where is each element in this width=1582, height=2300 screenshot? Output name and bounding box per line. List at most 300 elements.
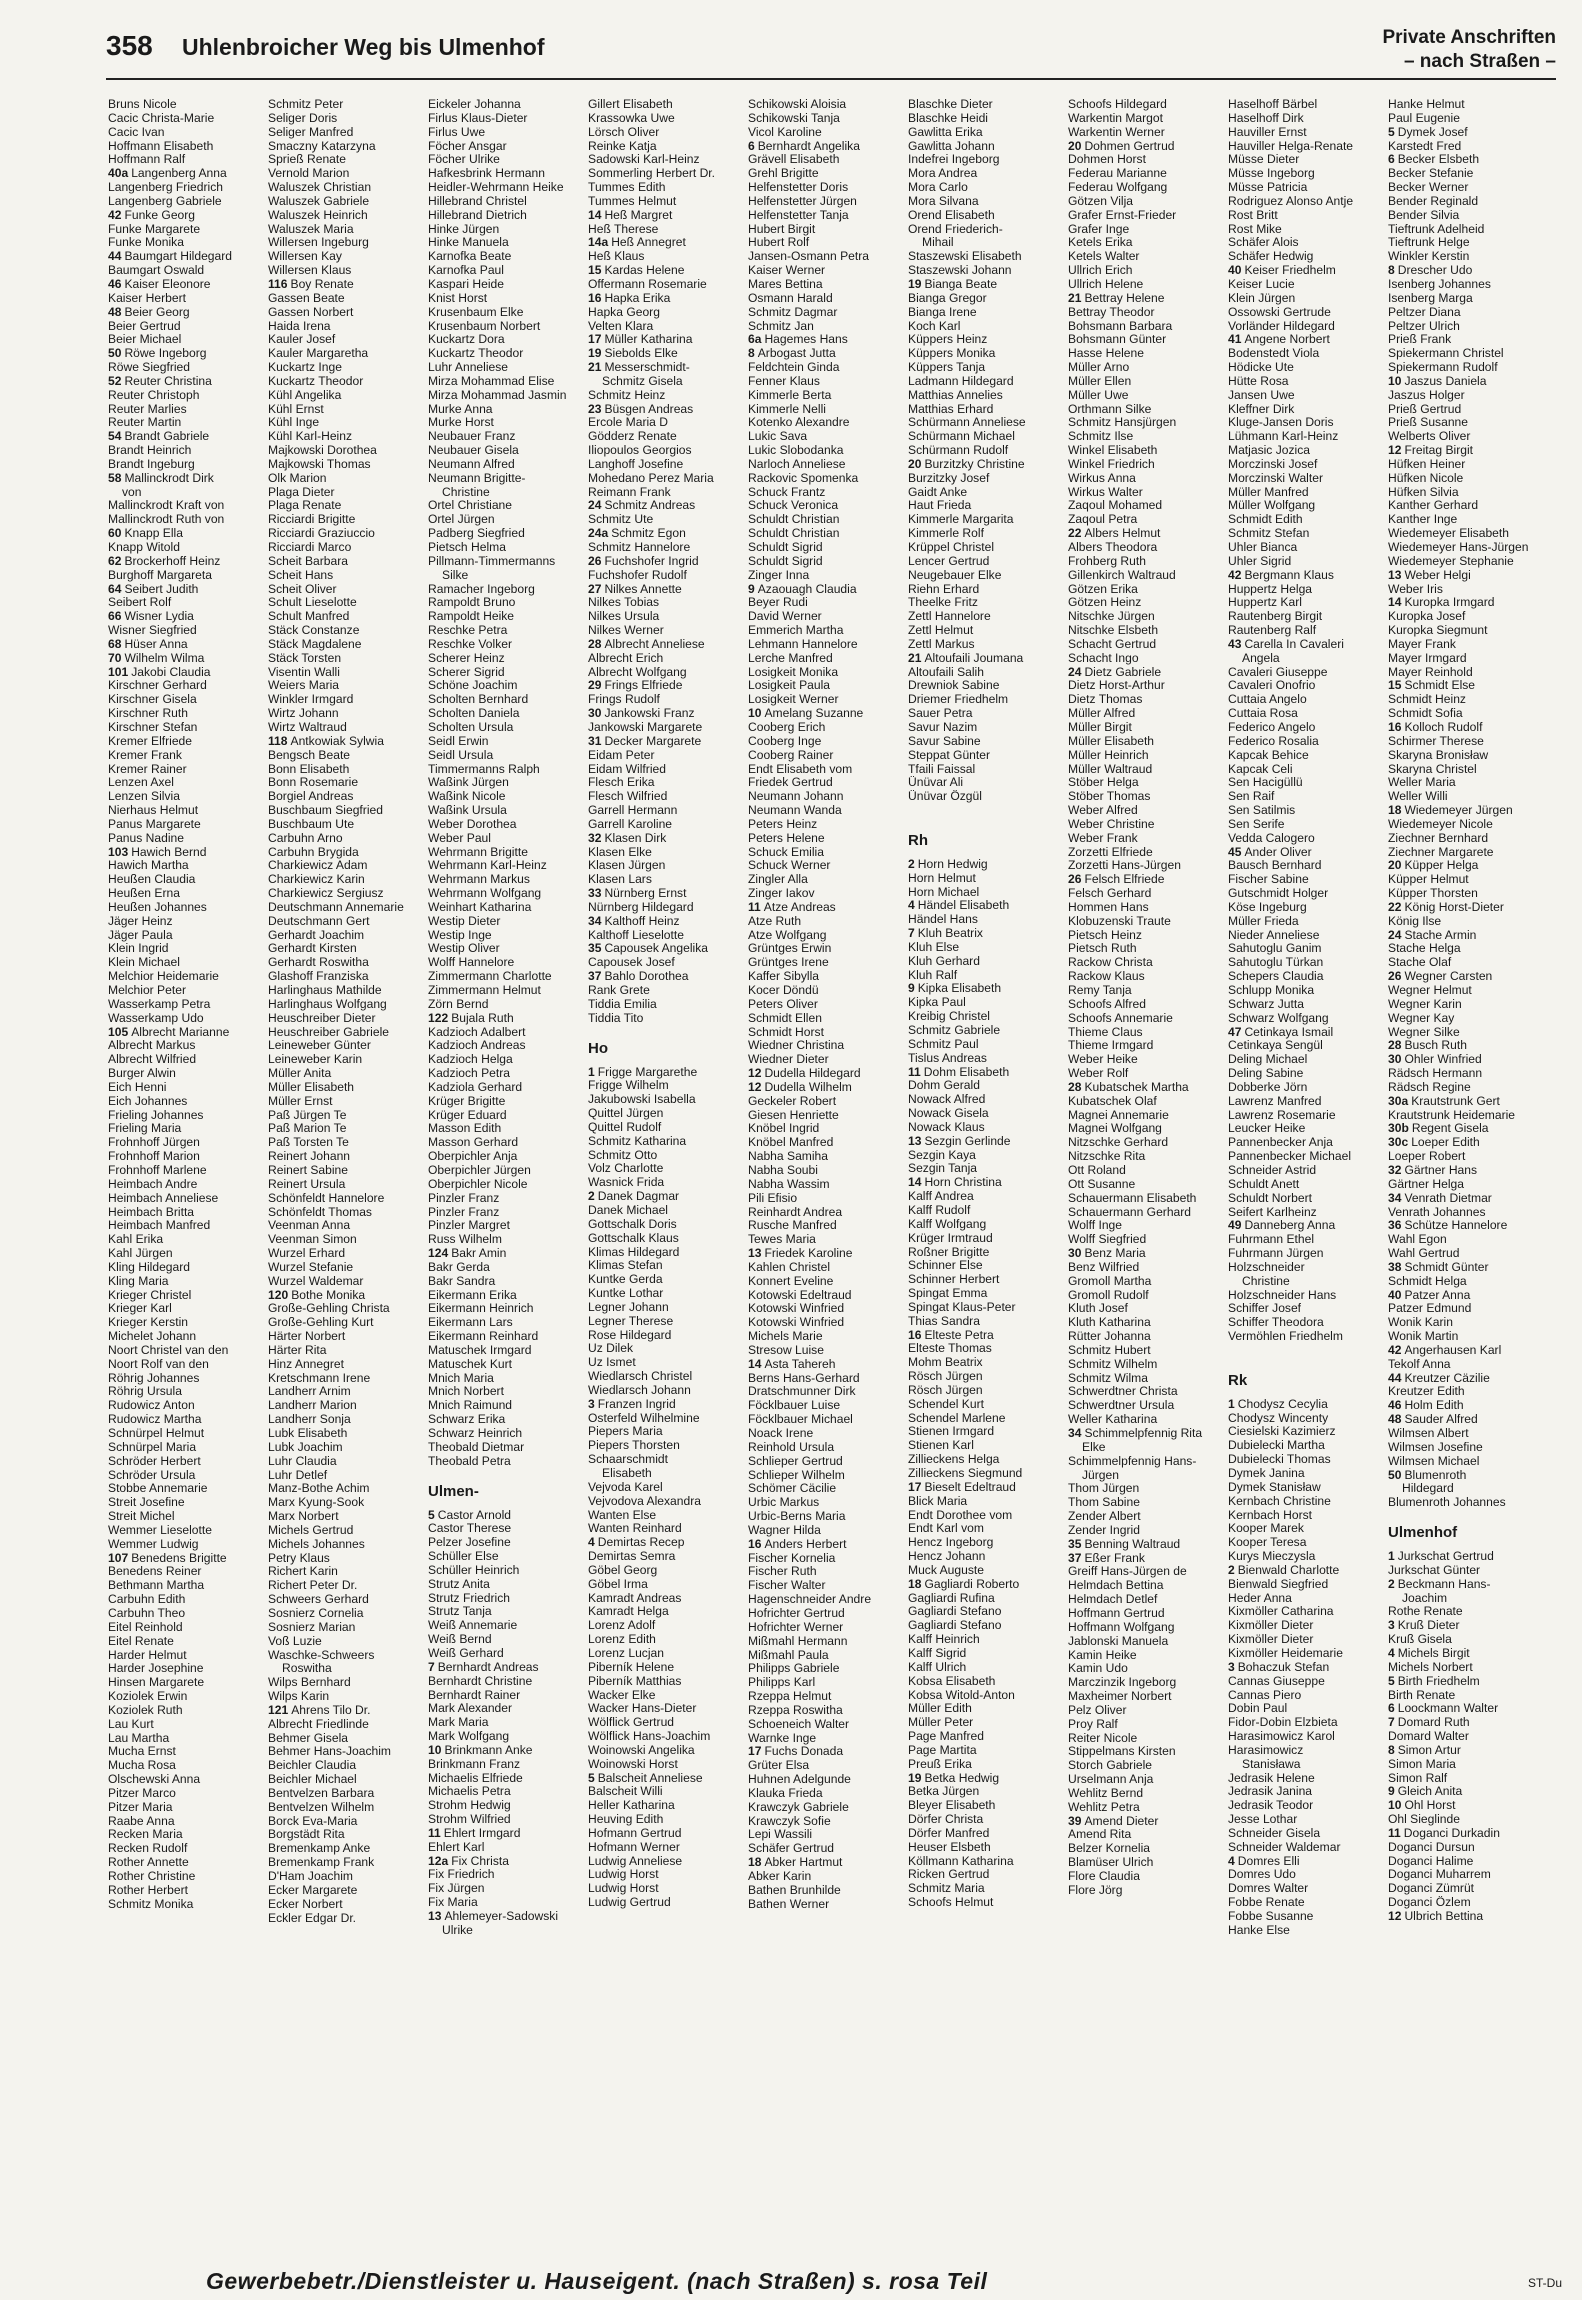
resident-name: Wegner Silke [1388,1025,1460,1039]
resident-entry [1068,1552,1224,1566]
resident-name: Staszewski Johann [908,264,1012,278]
resident-entry [908,1868,1064,1882]
resident-entry [1228,1412,1384,1426]
resident-name: Bienwald Charlotte [1237,1563,1340,1577]
resident-entry [1068,707,1224,721]
resident-name: Müller Alfred [1068,707,1136,721]
resident-name: Flesch Wilfried [588,790,668,804]
resident-entry [748,1704,904,1718]
resident-name: Frings Rudolf [588,693,660,707]
resident-entry [1068,1828,1224,1842]
resident-entry [1388,430,1544,444]
resident-name: Osmann Harald [748,291,833,305]
resident-name: Jürgen [1082,1468,1119,1482]
resident-entry [268,347,424,361]
resident-name: Majkowski Dorothea [268,444,377,458]
resident-name: Mohm Beatrix [908,1356,983,1370]
resident-entry [108,1233,264,1247]
resident-entry [268,195,424,209]
house-number: 13 [428,1910,442,1923]
resident-name: Krusenbaum Elke [428,305,524,319]
resident-name: Buschbaum Siegfried [268,804,383,818]
resident-name: Olk Marion [268,471,327,485]
resident-entry [748,887,904,901]
resident-name: Harasimowicz Karol [1228,1730,1335,1744]
resident-entry [1068,472,1224,486]
house-number: 1 [1228,1397,1235,1411]
resident-entry [428,499,584,513]
resident-entry [428,1427,584,1441]
resident-entry [748,1455,904,1469]
resident-name: Schiffer Theodora [1228,1316,1324,1330]
resident-name: Dymek Josef [1397,125,1468,139]
resident-name: Orthmann Silke [1068,402,1152,416]
resident-entry [1068,818,1224,832]
resident-entry [428,1330,584,1344]
resident-name: Kluh Ralf [908,968,958,982]
resident-entry [1068,1496,1224,1510]
resident-entry [428,1896,584,1910]
resident-entry [428,1178,584,1192]
resident-entry [1228,693,1384,707]
resident-name: Becker Elsbeth [1397,153,1480,167]
resident-name: Bohaczuk Stefan [1237,1660,1330,1674]
resident-entry [428,472,584,486]
resident-entry [1388,140,1544,154]
resident-name: Dohm Gerald [908,1079,980,1093]
section-label-line2: – nach Straßen – [1403,51,1556,72]
resident-entry [748,1759,904,1773]
resident-entry [268,223,424,237]
resident-name: Eidam Peter [588,748,655,762]
resident-entry [1228,1206,1384,1220]
resident-name: Fix Christa [451,1854,509,1868]
resident-name: Kocer Döndü [748,984,819,997]
resident-name: Glashoff Franziska [268,970,369,984]
resident-entry [588,679,744,693]
resident-name: Bergmann Klaus [1244,568,1334,582]
resident-entry [268,1496,424,1510]
resident-name: Holzschneider [1228,1260,1305,1274]
resident-name: Küpper Helga [1404,859,1479,873]
resident-entry [428,541,584,555]
resident-entry [268,624,424,638]
resident-name: D'Ham Joachim [268,1870,353,1883]
resident-name: Albers Helmut [1084,527,1161,541]
resident-name: Mucha Rosa [108,1759,176,1773]
resident-entry [588,153,744,167]
resident-entry [908,693,1064,707]
resident-entry [588,1896,744,1910]
resident-name: Stienen Irmgard [908,1425,995,1439]
resident-entry [268,458,424,472]
house-number: 10 [1388,374,1402,388]
resident-name: Wemmer Lieselotte [108,1523,212,1537]
resident-name: Marx Norbert [268,1510,339,1524]
resident-entry [908,1398,1064,1412]
resident-entry [108,1552,264,1566]
resident-entry [1388,1716,1544,1730]
resident-name: Dohmen Gertrud [1084,139,1175,153]
resident-name: Kahlen Christel [748,1260,831,1274]
resident-entry [428,389,584,403]
resident-name: Ott Susanne [1068,1177,1136,1191]
resident-entry [428,679,584,693]
resident-name: Hinz Annegret [268,1357,344,1371]
resident-entry [748,403,904,417]
resident-name: Vorländer Hildegard [1228,319,1335,333]
resident-entry [268,1316,424,1330]
resident-entry [428,956,584,970]
resident-name: Dubielecki Martha [1228,1439,1325,1453]
resident-entry [1068,804,1224,818]
resident-name: Dohm Elisabeth [923,1065,1010,1079]
resident-entry [748,98,904,112]
resident-entry [108,1413,264,1427]
resident-name: Bettray Helene [1084,291,1165,305]
resident-entry [1068,887,1224,901]
resident-entry [268,596,424,610]
resident-entry [428,1772,584,1786]
resident-name: Weber Paul [428,831,491,845]
resident-name: Rädsch Hermann [1388,1067,1483,1081]
resident-name: Luhr Claudia [268,1454,337,1468]
resident-name: Gottschalk Klaus [588,1231,679,1245]
resident-entry [428,873,584,887]
resident-name: Hauviller Helga-Renate [1228,139,1354,153]
house-number: 4 [1388,1646,1395,1660]
resident-name: Schuck Frantz [748,485,826,499]
resident-name: Strohm Wilfried [428,1813,511,1827]
resident-entry [1388,1675,1544,1689]
resident-name: Lau Martha [108,1731,170,1745]
resident-entry [908,638,1064,652]
resident-name: Wehrmann Karl-Heinz [428,859,547,873]
resident-entry [1228,1578,1384,1592]
resident-name: Schlupp Monika [1228,984,1315,997]
resident-name: Kuckartz Dora [428,333,505,347]
resident-entry [1228,1564,1384,1578]
resident-entry [268,1704,424,1718]
resident-entry [748,1178,904,1192]
resident-entry [1388,209,1544,223]
resident-entry [588,1509,744,1523]
resident-name: Müller Arno [1068,361,1130,375]
resident-entry [588,1772,744,1786]
resident-name: Vicol Karoline [748,125,822,139]
resident-name: Tiddia Emilia [588,997,657,1011]
house-number: 35 [1068,1537,1082,1551]
resident-entry [108,1219,264,1233]
house-number: 20 [1068,139,1082,153]
resident-name: Küppers Monika [908,347,996,361]
resident-name: Regent Gisela [1411,1122,1489,1136]
resident-entry [748,361,904,375]
resident-entry [268,652,424,666]
resident-name: Krieger Christel [108,1288,192,1302]
resident-name: Vermöhlen Friedhelm [1228,1330,1343,1344]
resident-entry [1388,832,1544,846]
resident-entry [428,832,584,846]
resident-entry [1228,1772,1384,1786]
resident-name: Schneider Gisela [1228,1826,1321,1840]
resident-entry [908,416,1064,430]
resident-name: Waßink Nicole [428,790,506,804]
resident-name: Kotenko Alexandre [748,416,850,430]
resident-entry [1388,1289,1544,1303]
resident-entry [748,513,904,527]
house-number: 46 [108,277,122,291]
resident-entry [748,126,904,140]
resident-entry [588,1356,744,1370]
resident-name: Ecker Margarete [268,1883,358,1897]
resident-name: Petry Klaus [268,1551,330,1565]
resident-name: Reimann Frank [588,485,671,499]
resident-entry [1228,1619,1384,1633]
resident-entry [1068,499,1224,513]
resident-entry [1388,1247,1544,1261]
house-number: 20 [908,457,922,471]
resident-entry [1228,209,1384,223]
resident-entry [748,901,904,915]
resident-name: Zorzetti Hans-Jürgen [1068,859,1181,873]
resident-entry [1228,832,1384,846]
resident-entry [1388,693,1544,707]
resident-entry [1388,1758,1544,1772]
resident-entry [1068,389,1224,403]
resident-name: Lawrenz Manfred [1228,1094,1322,1108]
resident-entry [1068,195,1224,209]
resident-entry [108,915,264,929]
resident-name: Storch Gabriele [1068,1759,1153,1773]
resident-entry [1228,499,1384,513]
resident-entry [428,721,584,735]
resident-entry [268,250,424,264]
resident-name: Schnürpel Helmut [108,1427,205,1440]
resident-name: Urbic-Berns Maria [748,1510,846,1524]
resident-entry [428,1702,584,1716]
resident-name: Bakr Sandra [428,1274,496,1288]
house-number: 49 [1228,1219,1242,1233]
resident-entry [1388,126,1544,140]
resident-entry [588,873,744,887]
resident-name: Nowack Gisela [908,1107,989,1121]
resident-entry [908,1315,1064,1329]
address-column [428,98,588,2198]
resident-name: Mayer Frank [1388,637,1456,651]
resident-name: Eikermann Lars [428,1316,513,1330]
resident-entry [428,1744,584,1758]
resident-entry [428,1136,584,1150]
resident-entry [1388,1827,1544,1841]
resident-name: Rzeppa Roswitha [748,1703,843,1717]
resident-entry [748,1039,904,1053]
resident-name: Federau Wolfgang [1068,181,1168,195]
resident-name: Jankowski Franz [604,707,695,721]
resident-name: Simon Artur [1397,1743,1461,1757]
resident-entry [748,832,904,846]
resident-entry [908,969,1064,983]
house-number: 9 [748,582,755,596]
resident-entry [748,929,904,943]
resident-entry [428,1564,584,1578]
resident-name: Kadzioch Petra [428,1067,511,1081]
house-number: 5 [428,1508,435,1522]
resident-name: Bender Silvia [1388,208,1460,222]
resident-name: Tieftrunk Adelheid [1388,222,1485,236]
resident-name: Horn Michael [908,885,980,899]
resident-name: Castor Therese [428,1522,512,1536]
resident-name: Gawlitta Erika [908,125,983,139]
resident-entry [268,1330,424,1344]
resident-entry [588,666,744,680]
resident-name: Asta Tahereh [764,1357,836,1371]
resident-name: Melchior Heidemarie [108,970,219,984]
resident-entry [1388,887,1544,901]
resident-entry [268,1385,424,1399]
resident-entry [748,1593,904,1607]
resident-name: Zörn Bernd [428,997,489,1011]
resident-entry [108,126,264,140]
resident-entry [1228,1827,1384,1841]
resident-name: Kixmöller Catharina [1228,1605,1334,1619]
resident-entry [108,1704,264,1718]
resident-name: Wisner Lydia [124,610,194,624]
resident-name: Michels Johannes [268,1537,365,1551]
resident-name: Melchior Peter [108,984,186,997]
resident-name: Schuck Veronica [748,499,839,513]
resident-entry [268,1233,424,1247]
resident-name: Schröder Herbert [108,1454,201,1468]
resident-name: Stäck Torsten [268,651,342,665]
resident-name: Scholten Ursula [428,720,514,734]
resident-name: Loockmann Walter [1397,1702,1499,1716]
resident-name: Matthias Erhard [908,402,994,416]
resident-name: Recken Rudolf [108,1842,188,1856]
resident-name: Lukic Sava [748,430,808,444]
resident-entry [1388,1302,1544,1316]
house-number: 21 [588,361,602,375]
resident-name: Kaffer Sibylla [748,970,820,984]
resident-entry [1388,472,1544,486]
resident-entry [1388,1785,1544,1799]
resident-name: Eckler Edgar Dr. [268,1911,357,1925]
resident-entry [268,832,424,846]
resident-entry [268,569,424,583]
resident-entry [748,333,904,347]
resident-name: Borgstädt Rita [268,1828,345,1842]
resident-name: Kalthoff Heinz [604,914,680,928]
resident-name: Mark Maria [428,1716,489,1730]
resident-entry [588,1619,744,1633]
resident-entry [428,416,584,430]
resident-name: Iliopoulos Georgios [588,444,692,458]
resident-name: Visentin Walli [268,665,340,679]
resident-name: Hinke Jürgen [428,222,500,236]
resident-name: Greiff Hans-Jürgen de [1068,1565,1187,1579]
resident-name: Kotowski Edeltraud [748,1288,852,1302]
resident-name: König Horst-Dieter [1404,900,1504,914]
resident-entry [588,1827,744,1841]
resident-entry [428,1799,584,1813]
resident-name: Seifert Karlheinz [1228,1205,1317,1219]
resident-name: Pietsch Helma [428,541,506,554]
resident-entry [1228,1261,1384,1275]
resident-entry [908,320,1064,334]
resident-name: Stöber Thomas [1068,790,1151,804]
resident-entry [1068,1704,1224,1718]
house-number: 107 [108,1551,129,1565]
resident-name: Staszewski Elisabeth [908,250,1022,264]
resident-name: Elteste Petra [924,1328,994,1342]
resident-entry [1068,333,1224,347]
resident-name: Nürnberg Hildegard [588,900,694,914]
resident-entry [108,1718,264,1732]
resident-name: Franzen Ingrid [597,1397,676,1411]
resident-name: Kaiser Werner [748,264,826,278]
resident-name: Pannenbecker Anja [1228,1136,1333,1150]
resident-entry [108,1178,264,1192]
resident-name: Friedek Gertrud [748,776,833,790]
house-number: 62 [108,554,122,568]
resident-entry [748,1469,904,1483]
resident-name: Wolff Siegfried [1068,1233,1147,1247]
resident-entry [268,1815,424,1829]
resident-name: Wegner Carsten [1404,970,1493,984]
resident-entry [748,1773,904,1787]
resident-entry [268,333,424,347]
resident-entry [1388,444,1544,458]
resident-entry [588,167,744,181]
resident-entry [268,721,424,735]
resident-name: Atze Wolfgang [748,928,827,942]
resident-entry [748,1676,904,1690]
resident-entry [1068,1358,1224,1372]
resident-name: Peltzer Diana [1388,305,1461,319]
house-number: 12 [1388,444,1402,458]
resident-entry [908,1689,1064,1703]
resident-entry [428,1441,584,1455]
resident-name: Küppers Tanja [908,361,986,375]
resident-name: Schmidt Horst [748,1025,824,1039]
resident-name: Domres Elli [1237,1854,1300,1868]
resident-name: Küpper Helmut [1388,873,1469,887]
resident-name: Reuter Martin [108,416,182,430]
resident-entry [1068,998,1224,1012]
resident-entry [748,1828,904,1842]
resident-name: Schmitz Jan [748,319,814,333]
resident-entry [268,1676,424,1690]
resident-name: Rudowicz Martha [108,1413,202,1427]
house-number: 3 [588,1397,595,1411]
resident-entry [1068,1330,1224,1344]
resident-name: Anders Herbert [764,1537,847,1551]
resident-name: Bengsch Beate [268,748,351,762]
resident-name: Rost Mike [1228,222,1282,236]
resident-name: Holzschneider Hans [1228,1288,1337,1302]
house-number: 15 [1388,679,1402,693]
resident-name: Ehlert Irmgard [443,1826,521,1840]
house-number: 30b [1388,1122,1409,1136]
resident-name: Dymek Stanisław [1228,1480,1321,1494]
resident-entry [1388,416,1544,430]
resident-name: Krawczyk Sofie [748,1814,831,1828]
resident-name: Hanke Helmut [1388,98,1465,111]
resident-entry [1068,1192,1224,1206]
resident-entry [1228,846,1384,860]
resident-name: von [122,485,142,499]
resident-entry [1068,1565,1224,1579]
